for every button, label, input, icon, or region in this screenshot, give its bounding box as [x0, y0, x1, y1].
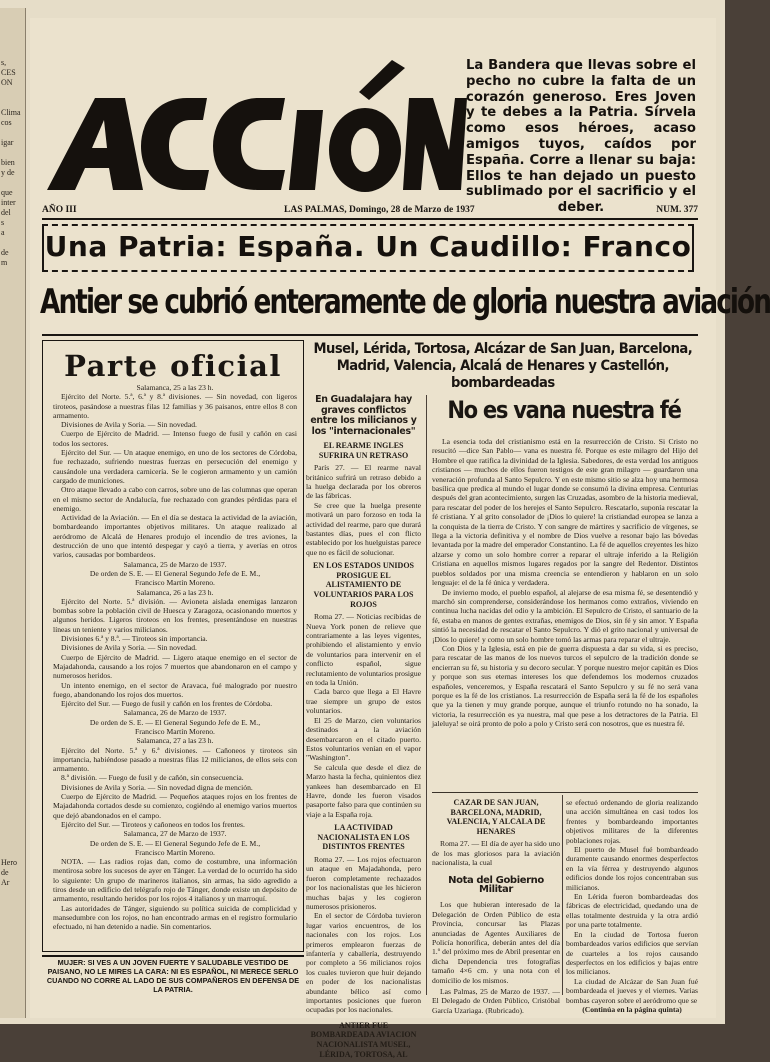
strip-fragment: [1, 448, 25, 458]
strip-fragment: ON: [1, 78, 13, 87]
strip-fragment: [1, 738, 25, 748]
strip-fragment: [1, 488, 25, 498]
strip-fragment: [1, 848, 25, 858]
strip-fragment: [1, 818, 25, 828]
strip-fragment: [1, 608, 25, 618]
parte-paragraph: Salamanca, 26 de Marzo de 1937.: [123, 708, 227, 718]
parte-paragraph: Ejército del Norte. 5.ª división. — Avioneta aislada enemigas lanzaron bombas sobre la población civil de Huesca y Zaragoza, ocasionando muertos y algunos heridos. Ligeros tiroteos en los frentes, presentándose en nuestras líneas un teniente y varios milicianos.: [53, 596, 297, 634]
strip-fragment: [1, 638, 25, 648]
strip-fragment: [1, 618, 25, 628]
strip-fragment: [1, 548, 25, 558]
strip-fragment: [1, 718, 25, 728]
strip-fragment: [1, 558, 25, 568]
strip-fragment: [1, 588, 25, 598]
strip-fragment: [1, 758, 25, 768]
fe-article: [432, 437, 698, 729]
parte-paragraph: 8.ª división. — Fuego de fusil y de cañón, sin consecuencia.: [61, 773, 244, 783]
strip-fragment: [1, 438, 25, 448]
parte-paragraph: Salamanca, 25 de Marzo de 1937.: [123, 559, 227, 569]
strip-fragment: s: [1, 218, 5, 227]
dateline: [42, 205, 698, 218]
strip-fragment: [1, 238, 25, 248]
parte-paragraph: NOTA. — Las radios rojas dan, como de costumbre, una información mentirosa sobre los sucesos de ayer en Tánger. La verdad de lo ocurrido ha sido lo siguiente: Un grupo de marineros italianos, sin armas, ha sido agredido a tiros desde un edificio del telégrafo rojo de Tánger, donde existe un depósito de armamento, resultando heridos por los rojos 4 italianos y un marroquí.: [53, 857, 297, 904]
strip-fragment: [1, 418, 25, 428]
strip-fragment: CES: [1, 68, 16, 77]
parte-paragraph: Cuerpo de Ejército de Madrid. — Pequeños ataques rojos en los frentes de Majadahonda cortados desde su comienzo, cogiéndo al enemigo varios muertos que dejó abandonados en el campo.: [53, 792, 297, 820]
issue-number: NUM. 377: [656, 205, 698, 215]
bottom-left-notice: MUJER: SI VES A UN JOVEN FUERTE Y SALUDABLE VESTIDO DE PAISANO, NO LE MIRES LA CARA: NI ES ESPAÑOL, NI MERECE SERLO CUANDO NO CORRE AL LADO DE SUS COMPAÑEROS EN DEFENSA DE LA PATRIA.: [46, 958, 300, 994]
paragraph: Los que hubieran interesado de la Delegación de Orden Público de esta Provincia, concursar las Plazas anunciadas de Agentes Auxiliares de Policía honorífica, deberán antes del día 1.º del próximo mes de Abril presentar en dicha Dependencia tres fotografías tamaño 4×6 cm. y una nota con el domicilio de los mismos.: [432, 900, 560, 985]
strip-fragment: [1, 428, 25, 438]
strip-fragment: de: [1, 868, 9, 877]
motto-banner: [42, 224, 694, 272]
parte-paragraph: Ejército del Sur. — Tiroteos y cañoneos en todos los frentes.: [61, 819, 245, 829]
column-rule: [562, 795, 563, 995]
fe-headline: No es vana nuestra fé: [447, 396, 681, 424]
parte-paragraph: Un intento enemigo, en el sector de Aravaca, fué malogrado por nuestro fuego, abandonando los rojos dos muertos.: [53, 680, 297, 699]
strip-fragment: [1, 368, 25, 378]
strip-fragment: [1, 268, 25, 278]
paragraph: En la ciudad de Tortosa fueron bombardeados varios edificios que servían de cuarteles a los rojos causando desperfectos en los edificios y bajas entre los milicianos.: [566, 929, 698, 977]
strip-fragment: [1, 468, 25, 478]
strip-fragment: [1, 518, 25, 528]
strip-fragment: [1, 278, 25, 288]
paragraph: Roma 27. — El día de ayer ha sido uno de los mas gloriosos para la aviación nacionalista, la cual: [432, 839, 560, 868]
strip-fragment: [1, 308, 25, 318]
strip-fragment: [1, 698, 25, 708]
strip-fragment: Ar: [1, 878, 10, 887]
paragraph: Roma 27. — Noticias recibidas de Nueva York ponen de relieve que contrariamente a las leyes vigentes, prohibiendo el alistamiento y envío de voluntarios para intervenir en el conflicto español, sigue reclutamiento de voluntarios prosigue en toda la Unión.: [306, 612, 421, 688]
issue-year: AÑO III: [42, 205, 77, 215]
strip-fragment: [1, 398, 25, 408]
parte-paragraph: Ejército del Norte. 5.ª, 6.ª y 8.ª divisiones. — Sin novedad, con ligeros tiroteos, pasándose a nuestras filas 12 familias y 36 paisanos, entre ellos 8 con armamento.: [53, 392, 297, 420]
strip-fragment: y de: [1, 168, 15, 177]
strip-fragment: [1, 358, 25, 368]
parte-paragraph: Otro ataque llevado a cabo con carros, sobre uno de las columnas que operan en el mismo sector de Andalucía, fue rechazado con grandes pérdidas para el enemigo.: [53, 485, 297, 513]
subhead: LA ACTIVIDAD NACIONALISTA EN LOS DISTINTOS FRENTES: [317, 823, 410, 852]
paragraph: Se calcula que desde el diez de Marzo hasta la fecha, quinientos diez yankees han desembarcado en El Havre, donde les fueron visados pasaporte falso para que continúen su viaje a la España roja.: [306, 762, 421, 819]
strip-fragment: de: [1, 248, 9, 257]
parte-paragraph: Cuerpo de Ejército de Madrid. — Ligero ataque enemigo en el sector de Majadahonda, causando a los rojos 7 muertos que abandonaron en el campo y numerosos heridos.: [53, 652, 297, 681]
parte-paragraph: Ejército del Sur. — Un ataque enemigo, en uno de los sectores de Córdoba, fue rechazado, sufriendo nuestras fuerzas en persecución del enemigo y causándole una verdadera carnicería. Se le cogieron armamento y un camión cargado de municiones.: [53, 448, 297, 485]
strip-fragment: [1, 808, 25, 818]
strip-fragment: [1, 478, 25, 488]
strip-fragment: [1, 748, 25, 758]
strip-fragment: [1, 828, 25, 838]
parte-oficial-box: [42, 340, 304, 952]
strip-fragment: [1, 328, 25, 338]
paragraph: Las Palmas, 25 de Marzo de 1937. — El Delegado de Orden Público, Cristóbal García Uzariaga. (Rubricado).: [432, 987, 560, 1015]
strip-fragment: s,: [1, 58, 7, 67]
strip-fragment: [1, 798, 25, 808]
paragraph: París 27. — El rearme naval británico sufrirá un retraso debido a la huelga declarada por los obreros de las fábricas.: [306, 463, 421, 501]
strip-fragment: [1, 528, 25, 538]
parte-paragraph: Salamanca, 27 de Marzo de 1937.: [123, 829, 227, 839]
paragraph: El puerto de Musel fué bombardeado duramente causando enormes desperfectos en la vía férrea y destruyendo algunos edificios donde los rojos concentraban sus milicianos.: [566, 845, 698, 892]
strip-fragment: [1, 568, 25, 578]
nota-headline: Nota del Gobierno Militar: [448, 874, 544, 895]
strip-fragment: [1, 728, 25, 738]
strip-fragment: [1, 628, 25, 638]
paragraph: se efectuó ordenando de gloria realizando una acción simultánea en casi todos los frentes y bombardeando importantes objetivos militares de la diferentes poblaciones rojas.: [566, 798, 698, 845]
guadalajara-headline: En Guadalajara hay graves conflictos entre los milicianos y los "internacionales": [310, 394, 417, 437]
strip-fragment: bien: [1, 158, 15, 167]
parte-paragraph: Actividad de la Aviación. — En el día se destaca la actividad de la aviación, bombardeando importantes objetivos militares. Un ataque realizado al aeródromo de Alcalá de Henares produjo el incendio de tres aviones, la destrucción de uno que intentó despegar y cayó a tierra, y averías en otros varios, causadas por bombardeos.: [53, 513, 297, 560]
parte-paragraph: Ejército del Norte. 5.ª y 6.ª divisiones. — Cañoneos y tiroteos sin importancia, habiéndose pasado a nuestras filas 12 milicianos, de ellos seis con armamento.: [53, 745, 297, 774]
strip-fragment: [1, 708, 25, 718]
strip-fragment: [1, 338, 25, 348]
paragraph: Roma 27. — Los rojos efectuaron un ataque en Majadahonda, pero fueron completamente rechazados por los nacionalistas que les hicieron muchas bajas y les cogieron numerosos prisioneros.: [306, 854, 421, 911]
tagline-text: La Bandera que llevas sobre el pecho no cubre la falta de un corazón generoso. Eres Joven y te debes a la Patria. Sírvela como esos héroes, acaso amigos tuyos, caídos por España. Corre a llenar su baja: Ellos te han dejado un puesto sublimado por el sacrificio y el deber.: [466, 58, 696, 216]
strip-fragment: [1, 658, 25, 668]
strip-fragment: Clima: [1, 108, 21, 117]
parte-paragraph: De orden de S. E. — El General Segundo Jefe de E. M.,: [89, 838, 261, 848]
parte-paragraph: Francisco Martín Moreno.: [135, 578, 215, 588]
bombing-headline: Musel, Lérida, Tortosa, Alcázar de San Juan, Barcelona, Madrid, Valencia, Alcalá de Henares y Castellón, bombardeadas: [313, 340, 693, 391]
strip-fragment: [1, 98, 25, 108]
strip-fragment: [1, 408, 25, 418]
strip-fragment: a: [1, 228, 5, 237]
strip-fragment: cos: [1, 118, 12, 127]
strip-fragment: [1, 298, 25, 308]
strip-fragment: [1, 178, 25, 188]
paragraph: Se cree que la huelga presente motivará un paro forzoso en toda la actividad del rearme, paro que durará bastantes días, pues el con flicto establecido por los huelguistas parece que no es fácil de solucionar.: [306, 500, 421, 557]
issue-date: LAS PALMAS, Domingo, 28 de Marzo de 1937: [284, 205, 475, 215]
parte-paragraph: Francisco Martín Moreno.: [135, 726, 215, 736]
parte-paragraph: Divisiones de Avila y Soria. — Sin novedad.: [61, 420, 197, 430]
strip-fragment: Hero: [1, 858, 17, 867]
parte-body: [53, 383, 297, 932]
strip-fragment: [1, 578, 25, 588]
parte-paragraph: Divisiones de Avila y Soria. — Sin novedad.: [61, 643, 197, 653]
strip-fragment: inter: [1, 198, 16, 207]
rule: [432, 792, 698, 793]
strip-fragment: [1, 788, 25, 798]
parte-paragraph: De orden de S. E. — El General Segundo Jefe de E. M.,: [89, 568, 261, 578]
parte-paragraph: Salamanca, 26 a las 23 h.: [136, 587, 214, 597]
strip-fragment: igar: [1, 138, 14, 147]
strip-fragment: [1, 598, 25, 608]
strip-fragment: [1, 778, 25, 788]
column-four: [566, 798, 698, 1014]
column-news: [306, 395, 421, 1062]
continuation-note: (Continúa en la página quinta): [582, 1004, 682, 1014]
paragraph: En Lérida fueron bombardeadas dos fábricas de electricidad, quedando una de ellas totalmente destruida y la otra ardió por una parte totalmente.: [566, 892, 698, 930]
parte-paragraph: Divisiones 6.ª y 8.ª. — Tiroteos sin importancia.: [61, 634, 208, 644]
rule: [42, 334, 698, 336]
strip-fragment: [1, 508, 25, 518]
strip-fragment: [1, 498, 25, 508]
strip-fragment: [1, 648, 25, 658]
strip-fragment: [1, 668, 25, 678]
column-rule: [426, 395, 427, 995]
strip-fragment: [1, 538, 25, 548]
parte-paragraph: Divisiones de Avila y Soria. — Sin novedad digna de mención.: [61, 782, 253, 792]
parte-title: Parte oficial: [64, 349, 282, 383]
strip-fragment: [1, 688, 25, 698]
parte-paragraph: Salamanca, 27 a las 23 h.: [136, 736, 214, 746]
strip-fragment: [1, 288, 25, 298]
masthead-logo: [47, 58, 467, 198]
paragraph: La ciudad de Alcázar de San Juan fué bombardeada el jueves y el viernes. Varias bombas cayeron sobre el aeródromo que se: [566, 976, 698, 1005]
main-headline: Antier se cubrió enteramente de gloria nuestra aviación: [40, 282, 770, 322]
paragraph: El 25 de Marzo, cien voluntarios destinados a la aviación desembarcaron en el citado puerto. Estos voluntarios venían en el vapor "Washington".: [306, 715, 421, 763]
strip-fragment: [1, 348, 25, 358]
motto-text: Una Patria: España. Un Caudillo: Franco: [44, 230, 692, 263]
fe-paragraph: De invierno modo, el pueblo español, al alejarse de esa misma fé, se desentendió y marchó sin comprenderse, considerándose los hermanos como extraños, viviendo en continua lucha nacidas del odio y la ambición. El Sepulcro de Cristo, el santuario de la fé, estaba en manos de gentes extrañas, enemigos de Dios, sin fé y sin amor. Y España sintió la necesidad de rescatar el Santo Sepulcro. Y dió el grito nacional y universal de ¡Dios lo quiere! y como un solo hombre tomó las armas para reparar el ultraje.: [432, 587, 698, 644]
strip-fragment: [1, 388, 25, 398]
strip-fragment: [1, 458, 25, 468]
subhead: ANTIER FUE BOMBARDEADA AVIACION NACIONALISTA MUSEL, LÉRIDA, TORTOSA, AL: [310, 1020, 417, 1059]
subhead: CAZAR DE SAN JUAN, BARCELONA, MADRID, VALENCIA, Y ALCALA DE HENARES: [446, 798, 546, 836]
strip-fragment: [1, 678, 25, 688]
strip-fragment: [1, 378, 25, 388]
strip-fragment: [1, 128, 25, 138]
parte-paragraph: Salamanca, 25 a las 23 h.: [136, 383, 214, 392]
strip-fragment: que: [1, 188, 13, 197]
parte-paragraph: Ejército del Sur. — Fuego de fusil y cañón en los frentes de Córdoba.: [61, 699, 273, 709]
fe-paragraph: Con Dios y la Iglesia, está en pie de guerra dispuesta a dar su vida, si es preciso, para rescatar de las manos de los nuevos turcos el sepulcro de la tradición donde se encierran su fé, su historia y su decoro secular. Y porque nuestro mejor capitán es Dios y porque son sus eternas intereses los que defendemos los modernos cruzados españoles, venceremos, y España rescatará el Santo Sepulcro y su fé no será vana porque es la fé de los cristianos. La resurrección de España será la fé de los españoles que ya la tienen y muy grande porque, aunque el triunfo rotundo no ha sonado, la victoria, la resurrección es ya nuestra, mal que pese a los detractores de la Patria. El jaleluya! se oirá pronto de polo a polo y Cristo será con nosotros, que es nuestra fé.: [432, 643, 698, 729]
paragraph: En el sector de Córdoba tuvieron lugar varios encuentros, de los nacionales con los rojos. Los primeros emplearon fuerzas de infantería y caballería, destruyendo por completo a 56 milicianos rojos los cuales tuvieron que huir dejando en poder de los nacionalistas abundante bélico así como importantes posiciones que fueron ocupadas por los nacionales.: [306, 911, 421, 1015]
parte-paragraph: De orden de S. E. — El General Segundo Jefe de E. M.,: [89, 717, 261, 727]
adjacent-page-edge: [0, 8, 26, 1018]
parte-paragraph: Francisco Martín Moreno.: [135, 847, 215, 857]
strip-fragment: [1, 148, 25, 158]
rule: [42, 218, 698, 220]
strip-fragment: del: [1, 208, 11, 217]
rule: [42, 955, 304, 957]
strip-fragment: [1, 318, 25, 328]
strip-fragment: [1, 838, 25, 848]
fe-paragraph: La esencia toda del cristianismo está en la resurrección de Cristo. Si Cristo no resucitó —dice San Pablo— vana es nuestra fé. Porque es este milagro del Hijo del Hombre el que ratifica la divinidad de la Iglesia. Sabedores, de esta verdad los antiguos cristianos — muchos de ellos fueron testigos de este gran milagro — guardaron una veneración profunda al Santo Sepulcro. Y en este mismo sitio se alza hoy una hermosa basílica que predica al mundo el lugar donde se consumó la divina empresa. Centurias después del gran acontecimiento, surgen las Cruzadas, asombro de la historia medieval, para rescatar del poder de los herejes el Santo Sepulcro. Rescatarlo, suponía rescatar la fé cristiana. Y al grito consolador de ¡Dios lo quiere! la cristiandad europea se lanza a la conquista de la tierra de Cristo. Y con sangre de mártires y sacrificio de vírgenes, se llega a la victoria definitiva y el nombre de Dios vuelve a resonar bajo las bóvedas levantada por la madre del emperador Constantino. La fé de aquellos creyentes les hizo alzarse y como un solo hombre correr a reparar el ultraje inferido a la Religión Cristiana en aquellos mismos lugares regados por la sangre del Redentor. Distintos pueblos soldados por una misma creencia se entendieron y hablaron en un solo lenguaje: el de la fé única y verdadera.: [432, 437, 698, 588]
parte-paragraph: Cuerpo de Ejército de Madrid. — Intenso fuego de fusil y cañón en casi todos los sectores.: [53, 429, 297, 448]
strip-fragment: [1, 88, 25, 98]
subhead: EL REARME INGLES SUFRIRA UN RETRASO: [318, 441, 409, 460]
strip-fragment: [1, 768, 25, 778]
strip-fragment: m: [1, 258, 8, 267]
subhead: EN LOS ESTADOS UNIDOS PROSIGUE EL ALISTAMIENTO DE VOLUNTARIOS PARA LOS ROJOS: [313, 561, 414, 609]
parte-paragraph: Las autoridades de Tánger, siguiendo su política suicida de complicidad y mansedumbre con los rojos, no han encontrado armas en el registro formulario efectuado, ni han detenido a nadie. Sin comentarios.: [53, 903, 297, 932]
column-three: [432, 798, 560, 1015]
paragraph: Cada barco que llega a El Havre trae siempre un grupo de estos voluntarios.: [306, 687, 421, 716]
